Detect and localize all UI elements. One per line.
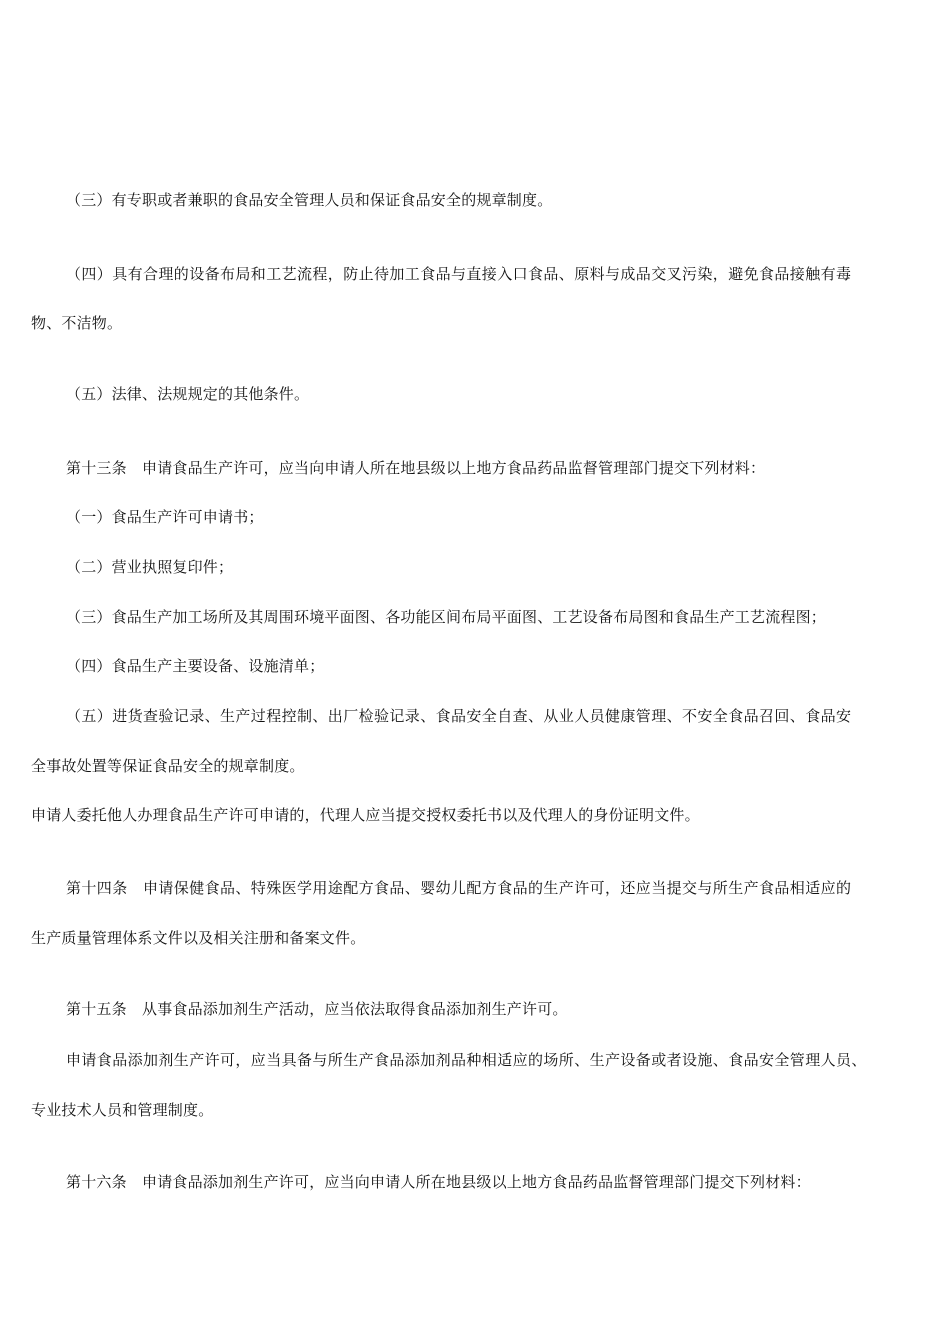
paragraph-line: 全事故处置等保证食品安全的规章制度。 bbox=[31, 757, 305, 775]
paragraph-line: 申请食品添加剂生产许可，应当具备与所生产食品添加剂品种相适应的场所、生产设备或者设施、食品安全管理人员、 bbox=[66, 1051, 867, 1069]
paragraph-line: 物、不洁物。 bbox=[31, 314, 123, 332]
list-item: （四）食品生产主要设备、设施清单； bbox=[66, 657, 325, 675]
list-item: （二）营业执照复印件； bbox=[66, 558, 234, 576]
paragraph-line: 生产质量管理体系文件以及相关注册和备案文件。 bbox=[31, 929, 366, 947]
paragraph-line: （五）法律、法规规定的其他条件。 bbox=[66, 385, 310, 403]
paragraph-line: （四）具有合理的设备布局和工艺流程，防止待加工食品与直接入口食品、原料与成品交叉污染，避免食品接触有毒 bbox=[66, 265, 852, 283]
list-item: （一）食品生产许可申请书； bbox=[66, 508, 264, 526]
list-item: （三）食品生产加工场所及其周围环境平面图、各功能区间布局平面图、工艺设备布局图和食品生产工艺流程图； bbox=[66, 608, 827, 626]
article-heading-line: 第十四条 申请保健食品、特殊医学用途配方食品、婴幼儿配方食品的生产许可，还应当提交与所生产食品相适应的 bbox=[66, 879, 852, 897]
article-heading-line: 第十三条 申请食品生产许可，应当向申请人所在地县级以上地方食品药品监督管理部门提交下列材料： bbox=[66, 459, 766, 477]
paragraph-line: 申请人委托他人办理食品生产许可申请的，代理人应当提交授权委托书以及代理人的身份证明文件。 bbox=[31, 806, 700, 824]
paragraph-line: （三）有专职或者兼职的食品安全管理人员和保证食品安全的规章制度。 bbox=[66, 191, 553, 209]
article-heading-line: 第十六条 申请食品添加剂生产许可，应当向申请人所在地县级以上地方食品药品监督管理部门提交下列材料： bbox=[66, 1173, 811, 1191]
article-heading-line: 第十五条 从事食品添加剂生产活动，应当依法取得食品添加剂生产许可。 bbox=[66, 1000, 568, 1018]
list-item: （五）进货查验记录、生产过程控制、出厂检验记录、食品安全自查、从业人员健康管理、不安全食品召回、食品安 bbox=[66, 707, 852, 725]
paragraph-line: 专业技术人员和管理制度。 bbox=[31, 1101, 214, 1119]
